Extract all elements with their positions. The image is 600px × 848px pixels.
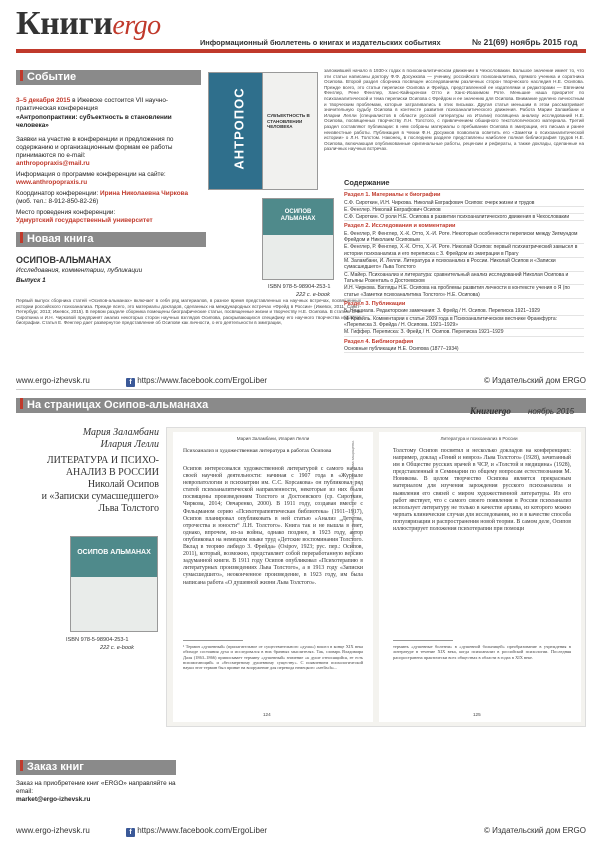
osipov-cover-title-2: ОСИПОВ АЛЬМАНАХ [77,549,151,556]
issue-logo-small: Книгиergo [470,406,511,416]
left-page-title: Психоанализ и художественная литература в работах Осипова [183,448,332,454]
event-date-rest: в Ижевске состоится VII научно-практическая конференция [16,97,169,112]
facebook-icon: f [126,828,135,837]
heading-marker [20,760,23,771]
event-heading: Событие [16,70,201,85]
newbook-section [16,232,206,285]
masthead-rule [16,49,586,53]
toc-item: Основные публикации Н.Е. Осипова (1877–1934) [344,346,584,353]
anthropos-cover-sub: СУБЪЕКТНОСТЬ В СТАНОВЛЕНИИ ЧЕЛОВЕКА [267,113,310,130]
toc-section-title: Раздел 4. Библиография [344,338,414,345]
article-authors: Мария Заламбани Илария Лелли [82,427,159,450]
venue-name: Удмуртский государственный университет [16,217,153,224]
heading-marker [20,398,23,409]
page-number-right: 125 [473,712,481,717]
toc-item: С. Майер. Психоанализ и литература: сравнительный анализ исследований Николая Осипова и Татьяны Розенталь о Достоевском [344,272,584,286]
coordinator-name: Ирина Николаевна Чиркова [99,190,189,197]
event-date-strong: 3–5 декабря 2015 [16,97,71,104]
venue-label: Место проведения конференции: [16,209,116,216]
article-pages: 222 с. e-book [100,645,134,651]
toc-section-title: Раздел 1. Материалы к биографии [344,192,441,198]
event-site-link[interactable]: www.anthropopraxis.ru [16,179,88,186]
footer-bottom [16,826,586,838]
logo-main: Книги [16,5,113,42]
order-text: Заказ на приобретение книг «ERGO» направляйте на email: [16,780,176,795]
article-subtitle: Николай Осипов и «Записки сумасшедшего» Льва Толстого [41,479,159,514]
article-title: ЛИТЕРАТУРА И ПСИХО-АНАЛИЗ В РОССИИ [46,455,159,478]
footer-facebook[interactable] [126,376,267,387]
logo-ergo: ergo [112,10,161,41]
toc-item: Е. Фенглер. Николай Евграфович Осипов [344,207,584,214]
newbook-description: Первый выпуск сборника статей «Осипов-альманах» включает в себя ряд материалов, в разное время представленных на научных встречах, посвященных истории российского психоанализа. Прежде всего, это материалы докладов, сделанных на международных встречах «Фрейд в России» (Ижевск, 2011; Санкт-Петербург, 2013; Ижевск, 2015). В первом разделе сборника помещены биографические статьи, посвященные жизни и творчеству Н.Е. Осипова. В статьях С.Ф. Сироткина и И.Н. Чирковой предпринят анализ некоторых сторон научных взглядов Осипова, раскрывающихся специфику его научного творчества и фактов биографии. Статья Е. Фенглер дает развернутое представление об Осипове как личности, о его деятельности в эмиграции, [16,298,361,326]
toc-body [344,192,584,353]
coordinator-phone: (моб. тел.: 8-912-850-82-26) [16,198,99,205]
left-page-header: Мария Заламбани, Илария Лелли [236,436,310,441]
newbook-continued-text: заложившей начало в 1930-х годах в психоаналитическом движении в Чехословакии. Большое значение имеет то, что эти статьи написаны доктору Ф.Ф. Досужкова — ученику, российского психоаналитика, прямого ученика и соратника Осипова. Второй раздел сборника посвящен исследованиям различных сторон творческого наследия Н.Е. Осипова. Прежде всего, это статьи переписке Осипова и Фрейда, представленной ее издателями и редакторами — Евгением Фенглер, Рене Фенглер, Ханс-Кайнцхеном Отто и Ханс-Иоахимом Роте. Меньшие наша приоритет по психоаналитической и тема переписки Осипова с Фрейдом и ее значению для Осипова. Внимание уделено личностным и творческим проблемам, которые затрагивались в этих письмах. Другая статья меньшим в этом рассматривает значительную судьбу Осипова в контексте развития психоаналитического движения. Работа Марии Заламбани и Иларии Лелли (специалистов в области русской литературы из Италии) посвящена анализу исследований Н.Е. Осипова, посвященных творчеству Л.Н. Толстого, с привлечением обширного текстологического материала. Третий раздел составляют публикации: в нем собраны материалы о пребывании Осипова в эмиграции, его письма и ранее неизвестные работы. Публикация в Чехии Ф.Н. Досужков позволила осветить его «Заметки о психоаналитической истории» о Л.Н. Толстом. Наконец, в последнем разделе представлены наиболее полная библиография трудов Н.Е. Осипова, включающая опубликованные оригинальные работы, рецензии и рефераты, а также доклады, сделанные на различных научных встречах. [324,68,584,152]
event-apply-text: Заявки на участие в конференции и предложения по содержанию и организационным формам ее работы принимаются по e-mail: [16,136,174,159]
event-section [16,70,201,225]
coordinator-label: Координатор конференции: [16,190,100,197]
footer-site-link[interactable]: www.ergo-izhevsk.ru [16,376,90,385]
footer-top [16,376,586,388]
toc-item: М. Заламбани, И. Лелли. Литература и психоанализ в России. Николай Осипов и «Записки сумасшедшего» Льва Толстого [344,258,584,272]
osipov-cover-band [71,537,157,577]
toc [344,178,584,353]
toc-heading: Содержание [344,178,584,190]
issue-number: № 21(69) ноябрь 2015 год [472,37,578,47]
toc-section-title: Раздел 3. Публикации [344,300,406,307]
newbook-pages: 222 с. e-book [296,292,330,298]
issue-date-small: ноябрь 2015 [528,407,575,416]
right-page-header: Литература и психоанализ в России [440,436,518,441]
anthropos-cover-title: АНТРОПОС [231,87,247,170]
spread-left-page [173,432,373,722]
event-coordinator [16,190,201,198]
newbook-issue: Выпуск 1 [16,277,46,284]
osipov-book-cover-2 [70,536,158,632]
divider [16,389,586,390]
osipov-book-cover [262,198,334,280]
toc-item: М. Гиффер. Переписка: З. Фрейд / Н. Осипов. Переписка 1921–1929 [344,329,584,336]
toc-item: С.Ф. Сироткин, И.Н. Чиркова. Николай Евграфович Осипов: очерк жизни и трудов [344,200,584,207]
event-email-link[interactable]: anthropopraxis@mail.ru [16,160,90,167]
masthead [0,0,600,62]
book-spread [166,427,586,727]
page-number-left: 124 [263,712,271,717]
facebook-link[interactable]: https://www.facebook.com/ErgoLiber [137,376,268,385]
heading-marker [20,232,23,243]
event-date [16,97,201,113]
toc-item: И.Н. Чиркова. Взгляды Н.Е. Осипова на проблемы развития личности в контексте учения о Я (по статье «Заметки психоаналитика Толстого» Н.Е. Осипова) [344,285,584,299]
facebook-icon: f [126,378,135,387]
toc-item: Е. Фенглер, Р. Фенглер, Х.-К. Отто, Х.-И. Роте. Некоторые особенности переписки между Зигмундом Фрейдом и Николаем Осиповым [344,231,584,245]
masthead-subtitle: Информационный бюллетень о книгах и издательских событиях [200,38,441,47]
newbook-subtitle: Исследования, комментарии, публикации [16,267,143,274]
order-heading: Заказ книг [16,760,176,775]
newbook-isbn: ISBN 978-5-98904-253-1 [268,284,331,290]
footer-copyright-2: © Издательский дом ERGO [484,826,586,835]
newbook-heading: Новая книга [16,232,206,247]
order-section [16,760,176,804]
toc-section-title: Раздел 2. Исследования и комментарии [344,223,456,230]
facebook-link-2[interactable]: https://www.facebook.com/ErgoLiber [137,826,268,835]
toc-item: С.Ф. Сироткин. О роли Н.Е. Осипова в развитии психоаналитического движения в Чехословакии [344,214,584,221]
right-page-rule [393,640,453,641]
conference-name: «Антропопрактики: субъектность в становлении человека» [16,114,172,129]
order-email-link[interactable]: market@ergo-izhevsk.ru [16,796,91,803]
right-page-text: Толстому Осипов посвятил и несколько докладов на конференциях: например, доклад «Гений и невроз» Льва Толстого» (1928), зачитанный им в Обществе русских врачей в ЧСР, и «Толстой и медицина» (1928), представленный в Семинарии по общему вопросам естествознания М. Новикова. В целом творчество Осипова является прекрасным материалом для изучения зарождения русского психоанализа и выявления его связей с миром художественной литературы. Из его работ явствует, что с самого своего появления в России психоанализ использует литературу не только в качестве архива, из которого можно черпать клинические случаи для исследования, но и в качестве способа популяризации и распространения новой теории. В самом деле, Осипов иллюстрирует положения психотерапии при помощи [393,448,571,533]
toc-item: Б. Нацциала. Редакторские замечания: З. Фрейд / Н. Осипов. Переписка 1921–1929 [344,308,584,315]
left-page-rule [183,640,243,641]
footer-facebook-2[interactable] [126,826,267,837]
footer-site-link-2[interactable]: www.ergo-izhevsk.ru [16,826,90,835]
right-side-copyright: © 000 Издательский дом «ERGO», 2015. Все права защищены. [351,440,355,552]
osipov-cover-title: ОСИПОВ АЛЬМАНАХ [280,209,316,222]
footer-copyright: © Издательский дом ERGO [484,376,586,385]
toc-item: М. Краэйль. Комментарии к статье 2009 года в Психоаналитическом вестнике Франкфурта: «Переписка З. Фрейда / Н. Осипова. 1921–1929» [344,316,584,330]
spread-right-page [351,432,581,722]
heading-marker [20,70,23,81]
article-block [16,427,159,515]
left-page-notes: ¹ Термин «душевный» (прилагательное от существительного «душа») вошел в конце XIX века обиходе состояния духа и исследовался в них брачных мыслителях. Так, словарь Владимира Даля (1863–1866) приписывает термину «душевный» значение «к душе относящийся, ее есть вспомогающий» и «бессмертному душевному существу». С появлением психологической науки этот термин был принят на вооружение для перевода немецкого «seelisch»... [183,644,363,671]
almanac-pages-heading: На страницах Осипов-альманаха [16,398,586,413]
right-page-notes: терминъ «душевные болезни» в «душевной больницей» преобразование в учреждения в литературе в течение XIX века, когда психоанализ в российской психологии. Последняя распространена практически всех обществах в области в годах в XIX веке. [393,644,571,660]
logo [16,5,161,43]
newbook-title: ОСИПОВ-АЛЬМАНАХ [16,255,112,265]
left-page-text: Осипов интересовался художественной литературой с самого начала своей научной деятельности: начиная с 1907 года в «Журнале невропатологии и психиатрии им. С.С. Корсакова» он публиковал ряд статей психоаналитической направленности, некоторые из них были посвящены произведениям Толстого и Достоевского (ср. Сироткин, Чиркова, 2014; Овчаренко, 2000). В 1911 году, создавая вместе с Фельцманом серию «Психотерапевтическая библиотека» (1911–1917), Осипов планировал опубликовать в ней статью «Анализ „Детства, отрочества и юности“ Л.Н. Толстого». Книга так и не вышла в свет, однако, впрочем, из-за войны, однако позднее, в 1923 году, автор опубликовал на немецком языке труд «Детские воспоминания Толстого. Вклад в теорию либидо З. Фрейда» (Osipov, 1923; рус. пер.: Осипов, 2011), который, возможно, представляет собой переработанную версию задуманной книги. В 1911 году Осипов опубликовал «Психотерапию в литературных произведениях Льва Толстого», а в 1913 году «Записки сумасшедшего», неоконченное произведение, в 1923 году, им была написана работа «О душевной жизни Льва Толстого». [183,466,363,586]
event-info-text: Информация о программе конференции на сайте: [16,171,166,178]
article-isbn: ISBN 978-5-98904-253-1 [66,637,129,643]
toc-item: Е. Фенглер, Р. Фенглер, Х.-К. Отто, Х.-И. Роте. Николай Осипов: первый психиатрический замысел в истории психоанализа и его переписка с З. Фрейдом из эмиграции в Прагу [344,244,584,258]
